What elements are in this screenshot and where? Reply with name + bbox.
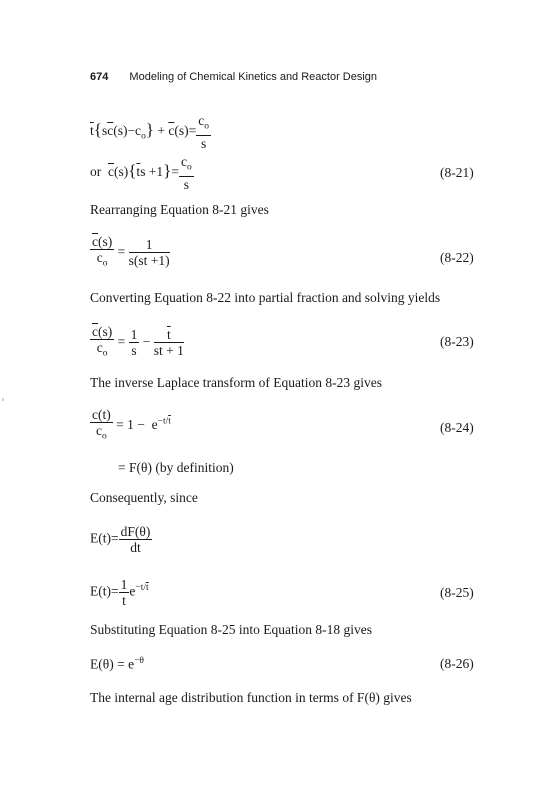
- paragraph-inverse-laplace: The inverse Laplace transform of Equation 8-23 gives: [90, 375, 383, 390]
- equation-8-26-body: E(θ) = e: [90, 656, 135, 672]
- equation-unnumbered-laplace: $\overline{t}\{s\overline{c}(s)-c_o\} + \overline{c}(s)=$ $\frac{c_o}{s}$: [90, 113, 209, 151]
- equation-8-22: $\frac{\overline{c}(s)}{c_o}$ = $\frac{1}{s(s\overline{t} +1)}$: [92, 234, 170, 269]
- equation-number-8-24: (8-24): [440, 420, 474, 435]
- equation-e-of-t-derivative: E(t)= $\frac{dF(\theta)}{dt}$: [90, 524, 151, 555]
- equation-8-25: E(t)= $\frac{1}{t}$ $e^{-t/\overline{t}}$: [90, 577, 149, 608]
- page-number: 674: [90, 71, 109, 83]
- running-header: [90, 71, 377, 83]
- equation-8-23: $\frac{\overline{c}(s)}{c_o}$ = $\frac{1}{s}$ − $\frac{\overline{t}}{s\overline{t} + 1}$: [92, 324, 184, 359]
- paragraph-consequently: Consequently, since: [90, 490, 198, 505]
- equation-number-8-26: (8-26): [440, 656, 474, 671]
- equation-8-21: or $\overline{c}(s)\{\overline{t}s +1\}=$ $\frac{c_o}{s}$: [90, 154, 192, 192]
- equation-number-8-23: (8-23): [440, 334, 474, 349]
- equation-or-word: or: [90, 163, 102, 179]
- paragraph-converting: Converting Equation 8-22 into partial fraction and solving yields: [90, 290, 441, 305]
- equation-number-8-21: (8-21): [440, 165, 474, 180]
- equation-number-8-25: (8-25): [440, 585, 474, 600]
- paragraph-internal-age: The internal age distribution function in terms of F(θ) gives: [90, 690, 412, 705]
- running-title: Modeling of Chemical Kinetics and Reactor Design: [129, 71, 378, 83]
- equation-8-26: [90, 656, 144, 673]
- margin-speck: [2, 398, 4, 401]
- equation-8-24: $\frac{c(t)}{c_o}$ = $1 - e^{-t/\overline{t}}$: [92, 407, 171, 442]
- paragraph-rearranging: Rearranging Equation 8-21 gives: [90, 202, 269, 217]
- paragraph-substituting: Substituting Equation 8-25 into Equation 8-18 gives: [90, 622, 372, 637]
- equation-number-8-22: (8-22): [440, 250, 474, 265]
- definition-line: = F(θ) (by definition): [118, 460, 234, 475]
- equation-8-26-exponent: −θ: [134, 656, 144, 666]
